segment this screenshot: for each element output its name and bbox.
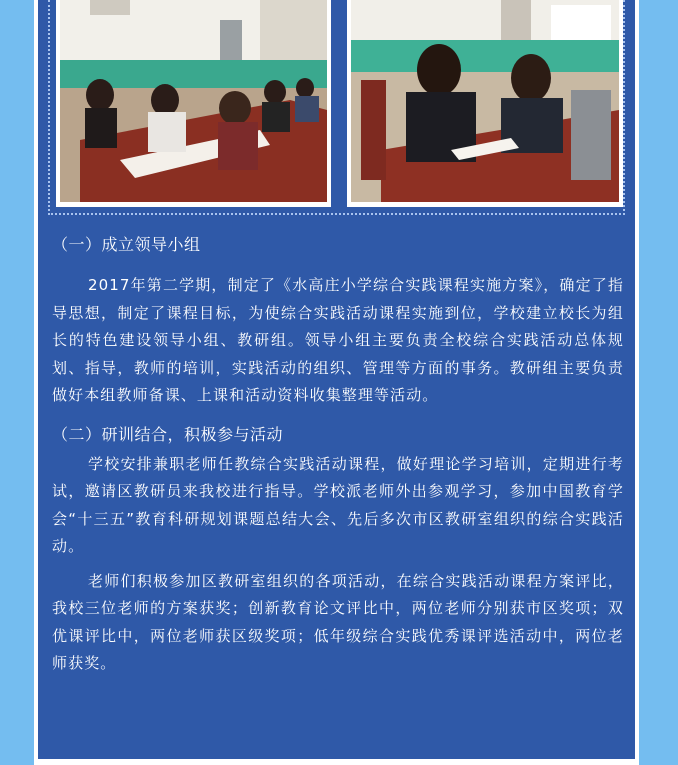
section-paragraph-1: 2017年第二学期，制定了《水高庄小学综合实践课程实施方案》，确定了指导思想，制定了课程目标，为使综合实践活动课程实施到位，学校建立校长为组长的特色建设领导小组、教研组。领导小组主要负责全校综合实践活动总体规划、指导，教师的培训，实践活动的组织、管理等方面的事务。教研组主要负责做好本组教师备课、上课和活动资料收集整理等活动。 bbox=[52, 276, 624, 404]
article-panel bbox=[34, 0, 639, 765]
photo-classroom-exam bbox=[60, 0, 327, 202]
section-heading-1: （一）成立领导小组 bbox=[52, 235, 201, 254]
section-heading-2: （二）研训结合，积极参与活动 bbox=[52, 424, 284, 444]
dotted-border-left bbox=[48, 0, 50, 215]
section-paragraph-2: 学校安排兼职老师任教综合实践活动课程，做好理论学习培训，定期进行考试，邀请区教研员来我校进行指导。学校派老师外出参观学习，参加中国教育学会“十三五”教育科研规划课题总结大会、先后多次市区教研室组织的综合实践活动。 bbox=[52, 454, 624, 555]
dotted-border-right bbox=[623, 0, 625, 215]
photo-teachers-writing bbox=[351, 0, 619, 202]
photo-right-frame bbox=[347, 0, 623, 207]
dotted-border-bottom bbox=[48, 213, 625, 215]
bottom-strip bbox=[38, 759, 635, 765]
section-paragraph-3: 老师们积极参加区教研室组织的各项活动，在综合实践活动课程方案评比，我校三位老师的方案获奖；创新教育论文评比中，两位老师分别获市区奖项；双优课评比中，两位老师获区级奖项；低年级综合实践优秀课评选活动中，两位老师获奖。 bbox=[52, 571, 624, 672]
photo-left-frame bbox=[56, 0, 331, 207]
article-content bbox=[52, 232, 624, 678]
